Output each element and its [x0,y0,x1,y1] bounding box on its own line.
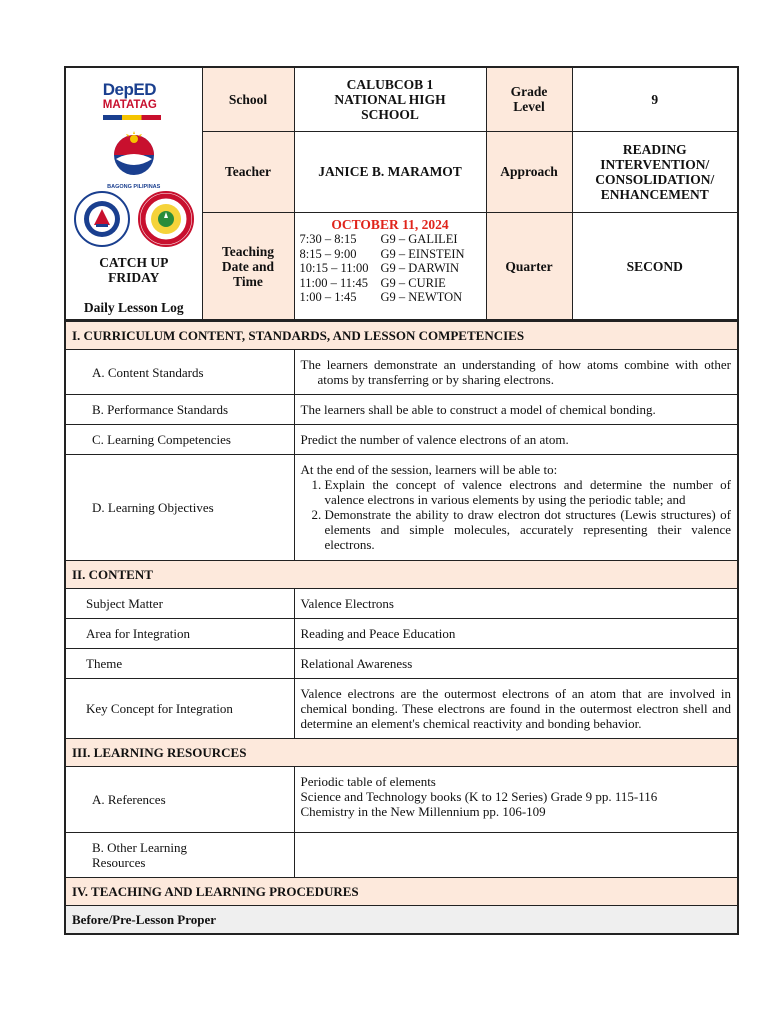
section-content-title: II. CONTENT [65,561,738,589]
objective-item: 2. Demonstrate the ability to draw electron dot structures (Lewis structures) of elements and simple molecules, accurately representing their valence electrons. [325,507,732,552]
area-for-integration-value: Reading and Peace Education [294,619,738,649]
objectives-list [301,477,732,552]
subject-matter-value: Valence Electrons [294,589,738,619]
content-standards-value: The learners demonstrate an understanding of how atoms combine with other atoms by transferring or by sharing electrons. [294,350,738,395]
content-table [64,321,739,935]
learning-competencies-label: C. Learning Competencies [65,425,294,455]
teaching-date-value: OCTOBER 11, 2024 [331,217,449,232]
deped-logo-text: DepED [102,80,156,99]
logos-cell [65,67,202,320]
references-label: A. References [65,767,294,833]
learning-objectives-label: D. Learning Objectives [65,455,294,561]
bagong-pilipinas-logo [101,131,167,190]
teaching-date-cell [294,213,486,321]
bagong-pilipinas-emblem-icon [107,131,161,177]
learning-objectives-cell [294,455,738,561]
learning-objectives-intro: At the end of the session, learners will be able to: [300,462,558,477]
subject-matter-label: Subject Matter [65,589,294,619]
approach-value: READING INTERVENTION/ CONSOLIDATION/ ENHANCEMENT [572,131,738,212]
theme-value: Relational Awareness [294,649,738,679]
daily-lesson-log-title: Daily Lesson Log [83,300,184,315]
deped-seal-logo [74,191,130,247]
approach-label: Approach [486,131,572,212]
theme-label: Theme [65,649,294,679]
performance-standards-value: The learners shall be able to construct a model of chemical bonding. [294,395,738,425]
quarter-value: SECOND [572,213,738,321]
reference-item: Periodic table of elements [300,774,436,789]
matatag-logo-text: MATATAG [102,99,157,111]
teacher-value: JANICE B. MARAMOT [294,131,486,212]
deped-seal-icon [74,191,130,247]
school-seal-logo [138,191,194,247]
school-label: School [202,67,294,131]
section-curriculum-title: I. CURRICULUM CONTENT, STANDARDS, AND LESSON COMPETENCIES [65,322,738,350]
deped-matatag-logo [103,73,165,127]
section-resources-title: III. LEARNING RESOURCES [65,739,738,767]
grade-level-label: Grade Level [486,67,572,131]
school-value: CALUBCOB 1 NATIONAL HIGH SCHOOL [294,67,486,131]
bagong-pilipinas-caption: BAGONG PILIPINAS [107,184,161,190]
schedule-row: 10:15 – 11:00 G9 – DARWIN [299,261,459,275]
reference-item: Chemistry in the New Millennium pp. 106-109 [300,804,546,819]
grade-level-value: 9 [572,67,738,131]
schedule-row: 8:15 – 9:00 G9 – EINSTEIN [299,246,465,261]
key-concept-label: Key Concept for Integration [65,679,294,739]
other-learning-resources-label: B. Other Learning Resources [65,833,294,878]
schedule-row: 11:00 – 11:45 G9 – CURIE [299,275,446,290]
catch-up-friday-title: CATCH UP FRIDAY [99,255,169,285]
learning-competencies-value: Predict the number of valence electrons of an atom. [294,425,738,455]
reference-item: Science and Technology books (K to 12 Series) Grade 9 pp. 115-116 [300,789,658,804]
key-concept-value: Valence electrons are the outermost electrons of an atom that are involved in chemical bonding. These electrons are found in the outermost electron shell and determine an element's chemical reactivity and bonding behavior. [294,679,738,739]
schedule-list [300,232,481,305]
schedule-row: 7:30 – 8:15 G9 – GALILEI [299,232,458,246]
content-standards-label: A. Content Standards [65,350,294,395]
school-seal-icon [138,191,194,247]
references-cell [294,767,738,833]
schedule-row: 1:00 – 1:45 G9 – NEWTON [299,290,463,304]
logos [70,73,198,247]
teacher-label: Teacher [202,131,294,212]
other-learning-resources-value [294,833,738,878]
teaching-date-label: Teaching Date and Time [202,213,294,321]
objective-item: 1. Explain the concept of valence electrons and determine the number of valence electrons in various elements by using the periodic table; and [325,477,732,507]
quarter-label: Quarter [486,213,572,321]
section-procedures-title: IV. TEACHING AND LEARNING PROCEDURES [65,878,738,906]
before-lesson-label: Before/Pre-Lesson Proper [65,906,738,935]
header-table [64,66,739,321]
lesson-log-page [64,66,737,935]
performance-standards-label: B. Performance Standards [65,395,294,425]
area-for-integration-label: Area for Integration [65,619,294,649]
